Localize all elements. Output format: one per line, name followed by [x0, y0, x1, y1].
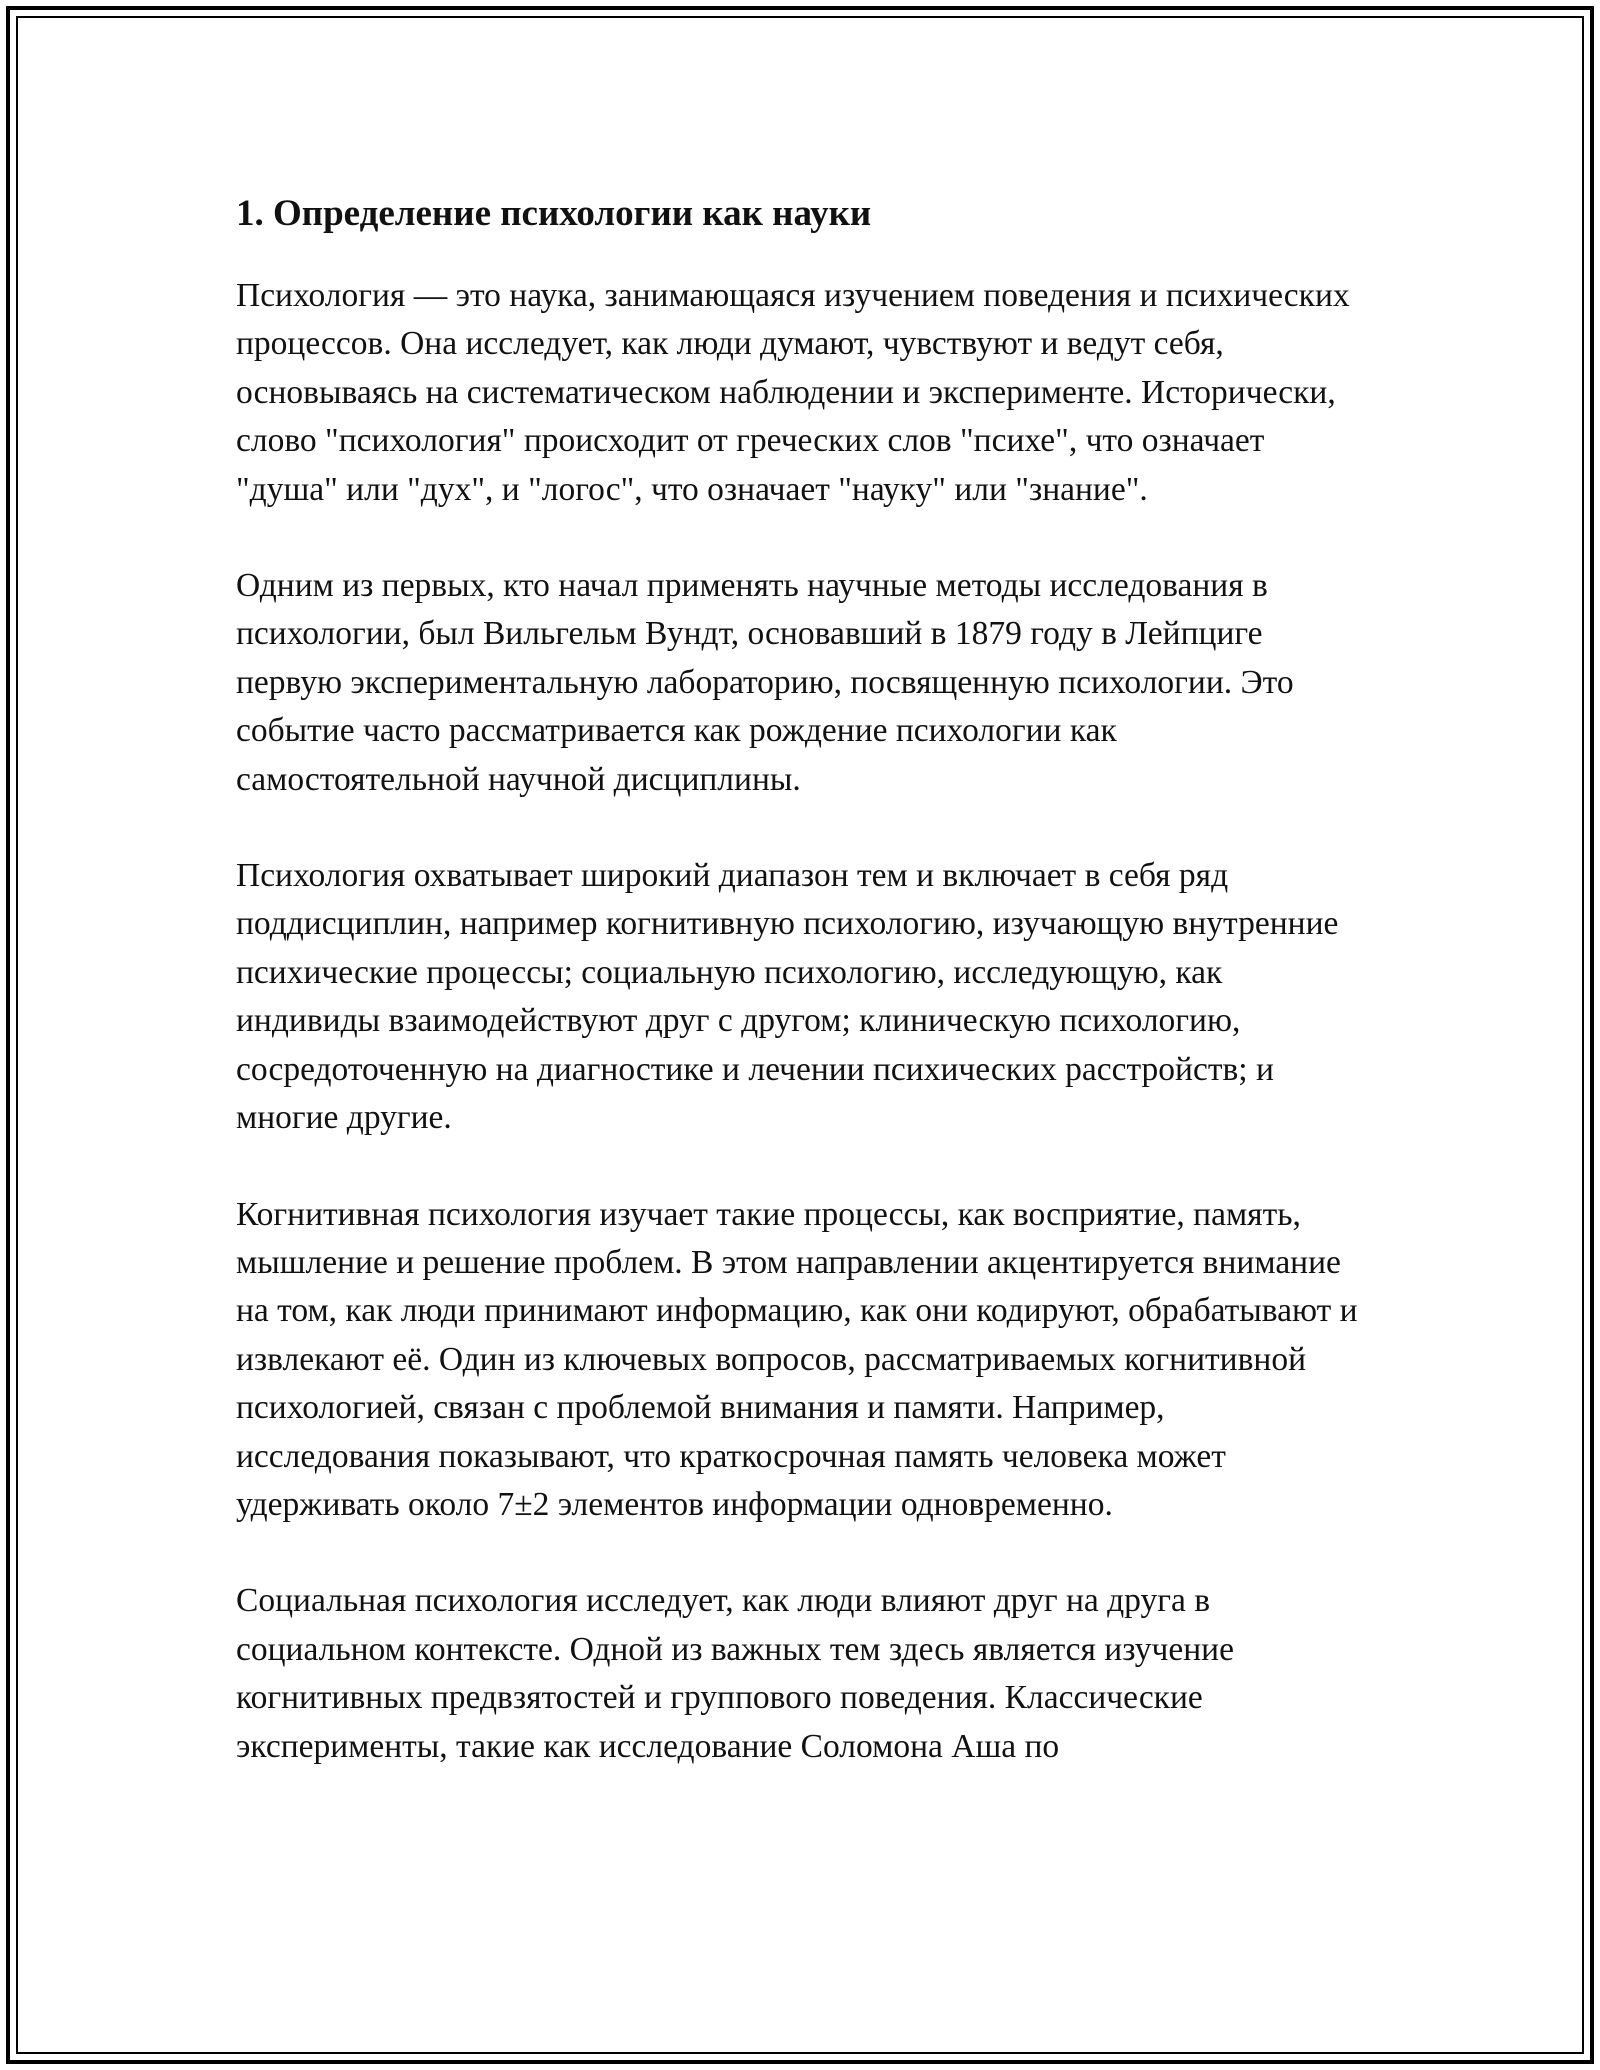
- section-heading: 1. Определение психологии как науки: [236, 193, 872, 234]
- paragraph-subdisciplines: Психология охватывает широкий диапазон тем и включает в себя ряд поддисциплин, например когнитивную психологию, изучающую внутренние психические процессы; социальную психологию, исследующую, как индивиды взаимодействуют друг с другом; клиническую психологию, сосредоточенную на диагностике и лечении психических расстройств; и многие другие.: [236, 857, 1339, 1137]
- document-page: [236, 186, 1366, 1819]
- paragraph-wundt: Одним из первых, кто начал применять научные методы исследования в психологии, был Вильгельм Вундт, основавший в 1879 году в Лейпциге первую экспериментальную лабораторию, посвященную психологии. Это событие часто рассматривается как рождение психологии как самостоятельной научной дисциплины.: [236, 567, 1294, 798]
- paragraph-social: Социальная психология исследует, как люди влияют друг на друга в социальном контексте. Одной из важных тем здесь является изучение когнитивных предвзятостей и группового поведения. Классические эксперименты, такие как исследование Соломона Аша по: [236, 1582, 1234, 1765]
- paragraph-definition: Психология — это наука, занимающаяся изучением поведения и психических процессов. Она исследует, как люди думают, чувствуют и ведут себя, основываясь на систематическом наблюдении и эксперименте. Исторически, слово "психология" происходит от греческих слов "психе", что означает "душа" или "дух", и "логос", что означает "науку" или "знание".: [236, 277, 1350, 508]
- paragraph-cognitive: Когнитивная психология изучает такие процессы, как восприятие, память, мышление и решение проблем. В этом направлении акцентируется внимание на том, как люди принимают информацию, как они кодируют, обрабатывают и извлекают её. Один из ключевых вопросов, рассматриваемых когнитивной психологией, связан с проблемой внимания и памяти. Например, исследования показывают, что краткосрочная память человека может удерживать около 7±2 элементов информации одновременно.: [236, 1195, 1358, 1523]
